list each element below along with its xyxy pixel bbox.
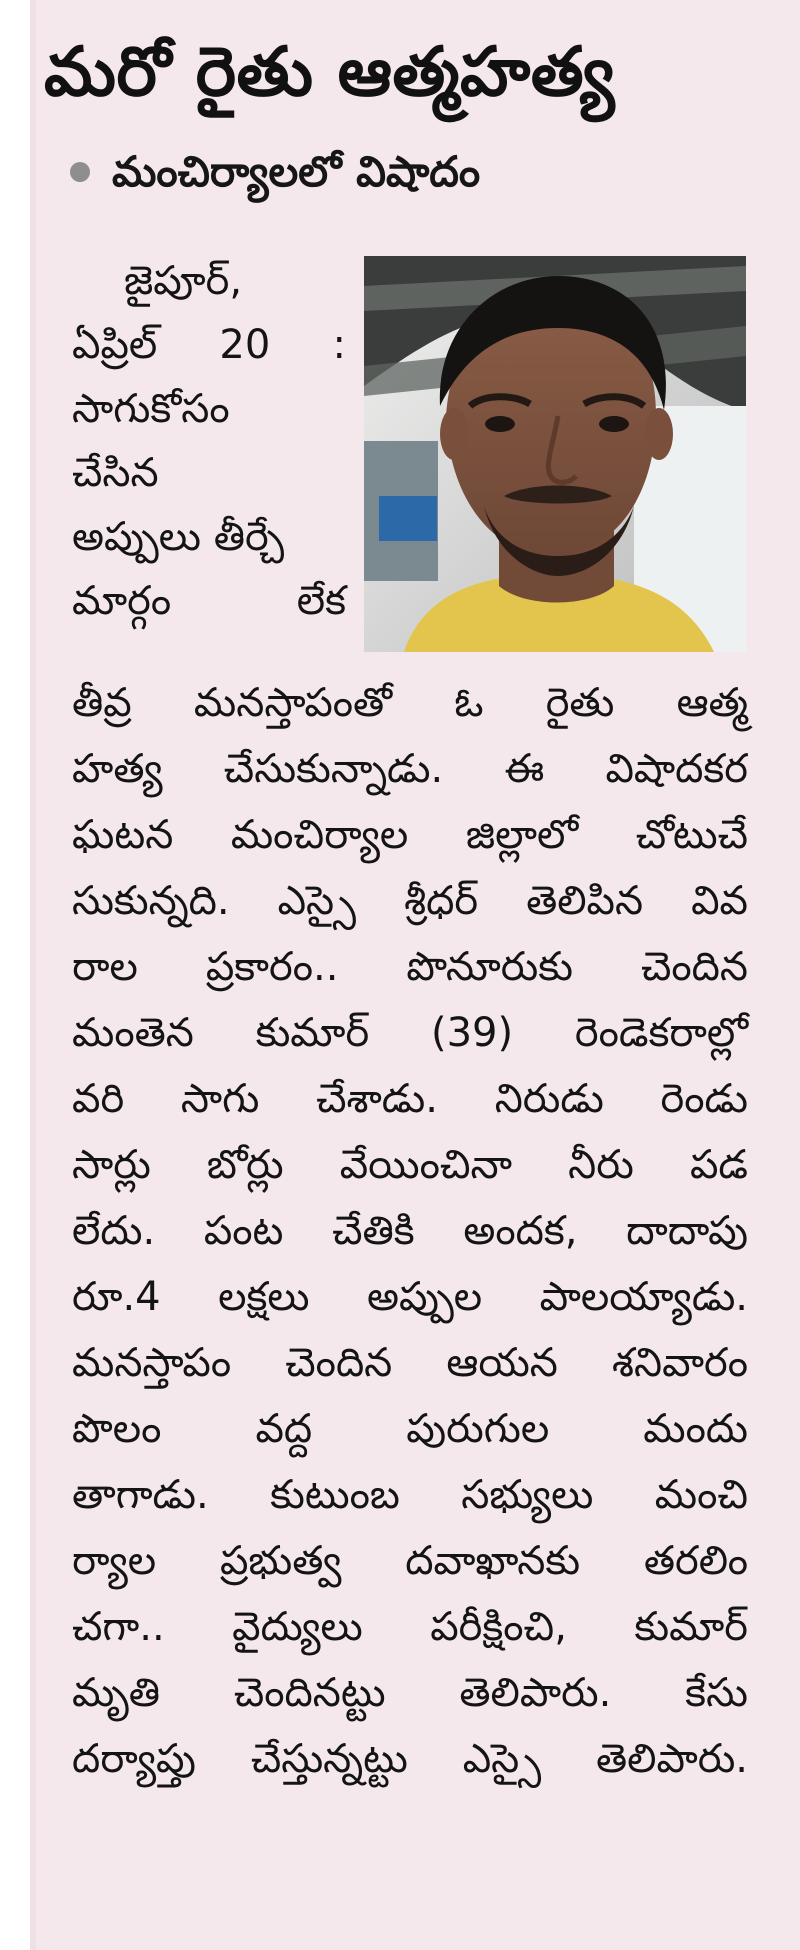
farmer-photo xyxy=(364,256,746,652)
article-line: అప్పులు తీర్చే xyxy=(72,514,285,560)
article-line: మంతెన కుమార్ (39) రెండెకరాల్లో xyxy=(72,1010,748,1056)
article-line: హత్య చేసుకున్నాడు. ఈ విషాదకర xyxy=(72,746,748,792)
article-line: సార్లు బోర్లు వేయించినా నీరు పడ xyxy=(72,1142,748,1188)
article-line: జైపూర్, xyxy=(124,258,243,304)
subheadline: మంచిర్యాలలో విషాదం xyxy=(112,147,481,196)
article-line: ర్యాల ప్రభుత్వ దవాఖానకు తరలిం xyxy=(72,1538,748,1584)
article-line: రాల ప్రకారం.. పొనూరుకు చెందిన xyxy=(72,944,748,990)
portrait-image xyxy=(364,256,746,652)
article-line: ఏప్రిల్ 20 : xyxy=(72,322,346,368)
headline: మరో రైతు ఆత్మహత్య xyxy=(44,33,615,112)
article-line: రూ.4 లక్షలు అప్పుల పాలయ్యాడు. xyxy=(72,1274,748,1320)
article-line: తాగాడు. కుటుంబ సభ్యులు మంచి xyxy=(72,1472,748,1518)
article-line: చగా.. వైద్యులు పరీక్షించి, కుమార్ xyxy=(72,1604,748,1650)
article-line: మృతి చెందినట్టు తెలిపారు. కేసు xyxy=(72,1670,748,1716)
article-line: దర్యాప్తు చేస్తున్నట్టు ఎస్సై తెలిపారు. xyxy=(72,1736,748,1782)
article-line: మార్గం లేక xyxy=(72,578,346,624)
article-line: వరి సాగు చేశాడు. నిరుడు రెండు xyxy=(72,1076,748,1122)
bullet-icon xyxy=(70,162,90,182)
article-line: పొలం వద్ద పురుగుల మందు xyxy=(72,1406,748,1452)
subheadline-row xyxy=(70,140,790,204)
article-line: లేదు. పంట చేతికి అందక, దాదాపు xyxy=(72,1208,748,1254)
article-line: సాగుకోసం xyxy=(72,386,230,432)
article-line: చేసిన xyxy=(72,450,159,496)
article-line: ఘటన మంచిర్యాల జిల్లాలో చోటుచే xyxy=(72,812,748,858)
article-line: సుకున్నది. ఎస్సై శ్రీధర్ తెలిపిన వివ xyxy=(72,878,748,924)
article-line: తీవ్ర మనస్తాపంతో ఓ రైతు ఆత్మ xyxy=(72,680,748,726)
article-line: మనస్తాపం చెందిన ఆయన శనివారం xyxy=(72,1340,748,1386)
